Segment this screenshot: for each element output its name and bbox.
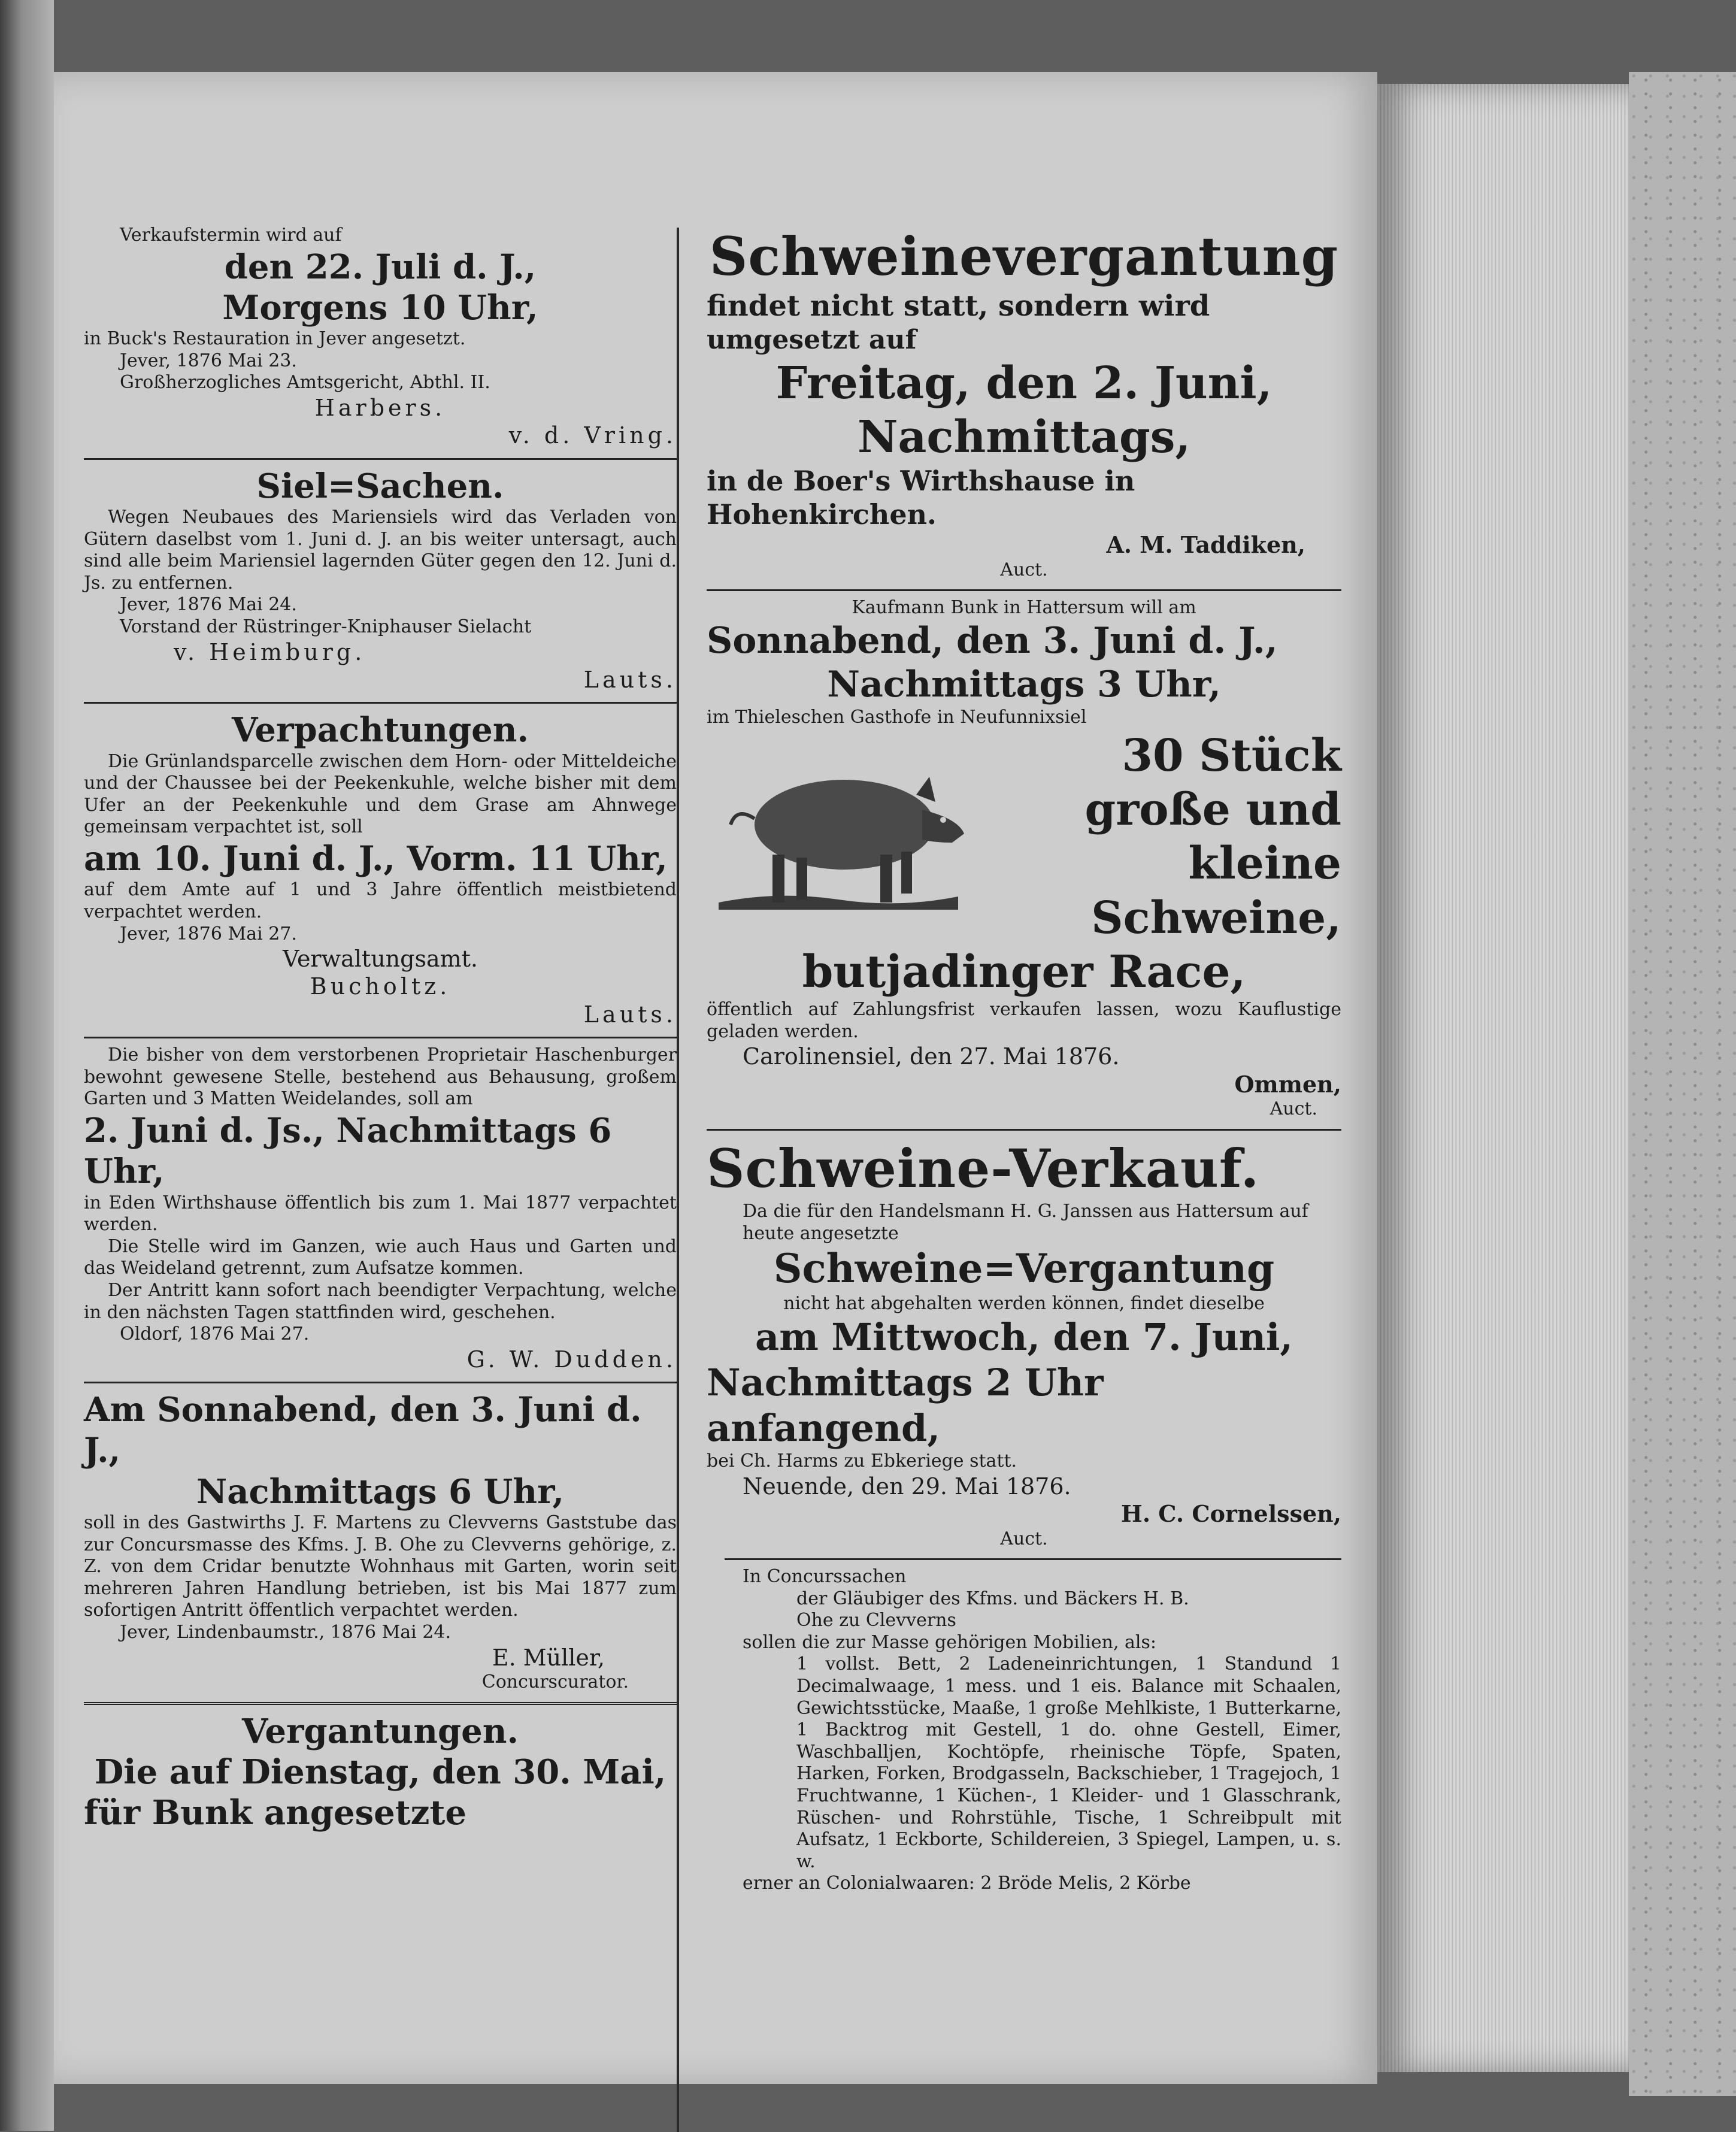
ad-verpachtungen bbox=[84, 710, 677, 1028]
ad-line: findet nicht statt, sondern wird bbox=[707, 289, 1210, 323]
ad-verkaufstermin bbox=[84, 225, 677, 450]
column-divider bbox=[677, 228, 679, 2132]
left-column bbox=[84, 225, 677, 1839]
newspaper-page bbox=[54, 72, 1377, 2084]
ad-headline: Am Sonnabend, den 3. Juni d. J., bbox=[84, 1390, 642, 1471]
ad-body: Die Grünlandsparcelle zwischen dem Horn- oder Mitteldeiche und der Chaussee bei der Peekenkuhle, welche bisher mit dem Ufer an der Peekenkuhle und dem Grase am Ahnwege gemeinsam verpachtet ist, soll bbox=[84, 750, 677, 838]
ad-headline: große und kleine bbox=[1084, 784, 1341, 890]
ad-body: auf dem Amte auf 1 und 3 Jahre öffentlich meistbietend verpachtet werden. bbox=[84, 879, 677, 922]
ad-signature: Lauts. bbox=[583, 666, 677, 693]
ad-schweine-verkauf bbox=[707, 1137, 1341, 1550]
ad-sonnabend-verpachtung bbox=[84, 1389, 677, 1693]
book-cover bbox=[1629, 72, 1736, 2096]
ad-name: Bucholtz. bbox=[310, 973, 451, 1000]
ad-headline: Nachmittags 6 Uhr, bbox=[196, 1471, 564, 1512]
ad-body: 1 vollst. Bett, 2 Ladeneinrichtungen, 1 Standund 1 Decimalwaage, 1 mess. und 1 eis. Balance mit Schaalen, Gewichtsstücke, Maaße, 1 große Mehlkiste, 1 Butterkarne, 1 Backtrog mit Gestell, 1 do. ohne Gestell, Eimer, Waschballjen, Kochtöpfe, rheinische Töpfe, Spaten, Harken, Forken, Brodgasseln, Backschieber, 1 Tragejoch, 1 Fruchtwanne, 1 Küchen-, 1 Kleider- und 1 Glasschrank, Rüschen- und Rohrstühle, Tische, 1 Schreibpult mit Aufsatz, 1 Eckborte, Schildereien, 3 Spiegel, Lampen, u. s. w. bbox=[796, 1653, 1341, 1872]
ad-vergantungen bbox=[84, 1711, 677, 1834]
ad-body: Die Stelle wird im Ganzen, wie auch Haus und Garten und das Weideland getrennt, zum Aufsatze kommen. bbox=[84, 1235, 677, 1279]
ad-role: Auct. bbox=[1000, 1528, 1048, 1549]
ad-body: Die bisher von dem verstorbenen Proprietair Haschenburger bewohnt gewesene Stelle, bestehend aus Behausung, großem Garten und 3 Matten Weidelandes, soll am bbox=[84, 1044, 677, 1110]
ad-date: Jever, 1876 Mai 23. bbox=[120, 350, 297, 371]
ad-signature: Lauts. bbox=[583, 1001, 677, 1028]
ad-line: Verkaufstermin wird auf bbox=[120, 225, 342, 246]
ad-line: der Gläubiger des Kfms. und Bäckers H. B. bbox=[796, 1588, 1189, 1609]
ad-line: bei Ch. Harms zu Ebkeriege statt. bbox=[707, 1450, 1017, 1472]
ad-name: E. Müller, bbox=[492, 1644, 605, 1671]
ad-headline: Die auf Dienstag, den 30. Mai, bbox=[94, 1752, 666, 1792]
ad-line: Ohe zu Clevverns bbox=[796, 1610, 956, 1631]
ad-body: Der Antritt kann sofort nach beendigter Verpachtung, welche in den nächsten Tagen stattfinden wird, geschehen. bbox=[84, 1279, 677, 1323]
separator bbox=[707, 1129, 1341, 1131]
ad-headline: Nachmittags 2 Uhr anfangend, bbox=[707, 1360, 1104, 1450]
ad-title: Schweinevergantung bbox=[709, 225, 1339, 287]
separator bbox=[84, 458, 677, 460]
ad-line: im Thieleschen Gasthofe in Neufunnixsiel bbox=[707, 707, 1087, 728]
ad-line: sollen die zur Masse gehörigen Mobilien, als: bbox=[743, 1631, 1157, 1653]
ad-date: Neuende, den 29. Mai 1876. bbox=[743, 1473, 1071, 1500]
pig-icon bbox=[707, 753, 970, 920]
ad-role: Auct. bbox=[1270, 1098, 1317, 1120]
ad-name: Harbers. bbox=[314, 395, 446, 421]
ad-headline: butjadinger Race, bbox=[802, 946, 1246, 998]
ad-line: in de Boer's Wirthshause in Hohenkirchen. bbox=[707, 465, 1135, 531]
separator bbox=[84, 1702, 677, 1705]
ad-name: v. Heimburg. bbox=[174, 638, 366, 665]
ad-role: Concurscurator. bbox=[481, 1671, 629, 1692]
ad-body: öffentlich auf Zahlungsfrist verkaufen lassen, wozu Kauflustige geladen werden. bbox=[707, 999, 1341, 1042]
ad-title: Siel=Sachen. bbox=[256, 466, 504, 506]
pig-illustration-row bbox=[707, 729, 1341, 945]
ad-title: Verpachtungen. bbox=[232, 710, 529, 750]
ad-line: umgesetzt auf bbox=[707, 324, 917, 355]
right-column bbox=[707, 225, 1341, 1901]
previous-page-edge bbox=[0, 0, 54, 2131]
ad-siel-sachen bbox=[84, 466, 677, 694]
ad-concurssachen bbox=[707, 1566, 1341, 1895]
ad-name: H. C. Cornelssen, bbox=[1120, 1500, 1341, 1528]
ad-headline: 2. Juni d. Js., Nachmittags 6 Uhr, bbox=[84, 1110, 612, 1192]
ad-body: Wegen Neubaues des Mariensiels wird das Verladen von Gütern daselbst vom 1. Juni d. J. an bis weiter untersagt, auch sind alle beim Mariensiel lagernden Güter gegen den 12. Juni d. Js. zu entfernen. bbox=[84, 507, 677, 593]
ad-org: Verwaltungsamt. bbox=[282, 946, 478, 973]
ad-title: Vergantungen. bbox=[242, 1711, 519, 1751]
ad-headline: Nachmittags 3 Uhr, bbox=[827, 664, 1221, 706]
ad-schweinevergantung bbox=[707, 225, 1341, 581]
ad-line: erner an Colonialwaaren: 2 Bröde Melis, 2 Körbe bbox=[743, 1873, 1191, 1894]
ad-line: nicht hat abgehalten werden können, findet dieselbe bbox=[783, 1292, 1265, 1314]
ad-headline: Nachmittags, bbox=[857, 411, 1191, 463]
ad-headline: am Mittwoch, den 7. Juni, bbox=[755, 1315, 1293, 1359]
separator bbox=[707, 589, 1341, 591]
ad-signature: G. W. Dudden. bbox=[466, 1346, 677, 1373]
ad-date: Carolinensiel, den 27. Mai 1876. bbox=[743, 1043, 1120, 1070]
ad-stelle-verpachtung bbox=[84, 1044, 677, 1373]
book-page-edges bbox=[1377, 84, 1629, 2072]
ad-line: in Buck's Restauration in Jever angesetzt. bbox=[84, 328, 466, 350]
pig-ad-text bbox=[970, 729, 1341, 945]
ad-headline: für Bunk angesetzte bbox=[84, 1793, 466, 1833]
ad-role: Auct. bbox=[1000, 559, 1048, 580]
ad-body: soll in des Gastwirths J. F. Martens zu Clevverns Gaststube das zur Concursmasse des Kfms. J. B. Ohe zu Clevverns gehörige, z. Z. von dem Cridar benutzte Wohnhaus mit Garten, worin seit mehreren Jahren Handlung betrieben, ist bis Mai 1877 zum sofortigen Antritt öffentlich verpachtet werden. bbox=[84, 1512, 677, 1621]
ad-signature: v. d. Vring. bbox=[508, 422, 677, 449]
ad-line: Kaufmann Bunk in Hattersum will am bbox=[852, 597, 1196, 619]
ad-headline: Schweine=Vergantung bbox=[773, 1245, 1275, 1292]
ad-body: in Eden Wirthshause öffentlich bis zum 1. Mai 1877 verpachtet werden. bbox=[84, 1192, 677, 1235]
ad-headline: Schweine, bbox=[1091, 892, 1341, 944]
ad-date: Jever, Lindenbaumstr., 1876 Mai 24. bbox=[120, 1622, 452, 1643]
ad-date: Oldorf, 1876 Mai 27. bbox=[120, 1324, 310, 1345]
separator bbox=[725, 1558, 1341, 1560]
separator bbox=[84, 702, 677, 704]
ad-schweine-auktion bbox=[707, 597, 1341, 1120]
ad-date: Jever, 1876 Mai 24. bbox=[120, 594, 297, 616]
separator bbox=[84, 1037, 677, 1038]
ad-line: Da die für den Handelsmann H. G. Janssen aus Hattersum auf heute angesetzte bbox=[743, 1201, 1308, 1244]
ad-headline: Sonnabend, den 3. Juni d. J., bbox=[707, 619, 1278, 662]
separator bbox=[84, 1382, 677, 1383]
ad-line: In Concurssachen bbox=[743, 1566, 907, 1588]
ad-headline: den 22. Juli d. J., bbox=[224, 247, 537, 287]
ad-headline: Morgens 10 Uhr, bbox=[222, 287, 538, 328]
ad-name: A. M. Taddiken, bbox=[1106, 531, 1305, 559]
ad-title: Schweine-Verkauf. bbox=[707, 1137, 1260, 1200]
ad-headline: Freitag, den 2. Juni, bbox=[775, 357, 1273, 409]
ad-headline: 30 Stück bbox=[1122, 729, 1341, 782]
ad-name: Ommen, bbox=[1234, 1070, 1341, 1098]
ad-headline: am 10. Juni d. J., Vorm. 11 Uhr, bbox=[84, 839, 668, 879]
ad-org: Vorstand der Rüstringer-Kniphauser Sielacht bbox=[120, 616, 532, 637]
ad-date: Jever, 1876 Mai 27. bbox=[120, 923, 297, 944]
ad-org: Großherzogliches Amtsgericht, Abthl. II. bbox=[120, 372, 490, 393]
